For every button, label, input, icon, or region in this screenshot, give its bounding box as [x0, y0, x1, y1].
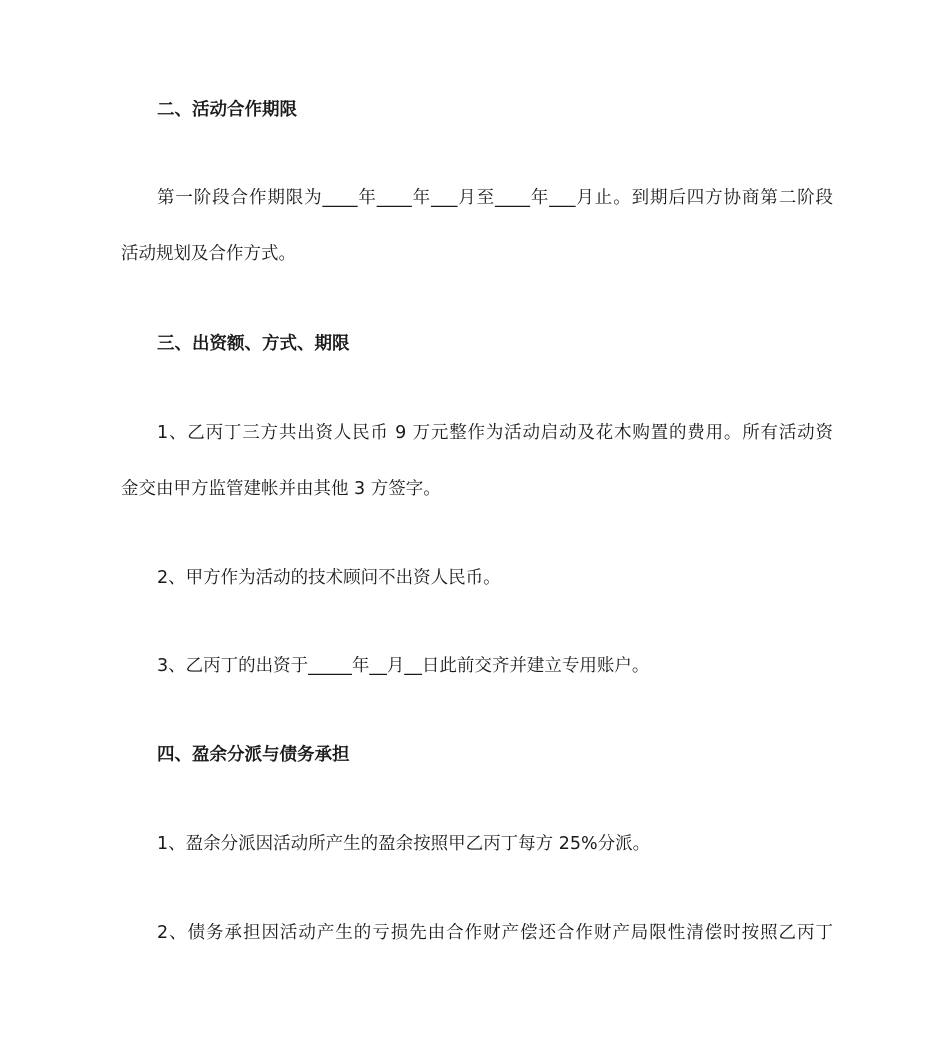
- profit-debt-item-2: 2、债务承担因活动产生的亏损先由合作财产偿还合作财产局限性清偿时按照乙丙丁: [157, 923, 833, 943]
- investment-item-3: 3、乙丙丁的出资于_____年__月__日此前交齐并建立专用账户。: [157, 656, 650, 676]
- section-heading-investment: 三、出资额、方式、期限: [157, 334, 350, 354]
- profit-debt-item-1: 1、盈余分派因活动所产生的盈余按照甲乙丙丁每方 25%分派。: [157, 834, 651, 854]
- investment-item-1-line-1: 1、乙丙丁三方共出资人民币 9 万元整作为活动启动及花木购置的费用。所有活动资: [157, 423, 833, 443]
- investment-item-2: 2、甲方作为活动的技术顾问不出资人民币。: [157, 568, 501, 588]
- paragraph-cooperation-period-line-2: 活动规划及合作方式。: [121, 244, 296, 264]
- investment-item-1-line-2: 金交由甲方监管建帐并由其他 3 方签字。: [121, 479, 441, 499]
- section-heading-cooperation-period: 二、活动合作期限: [157, 100, 297, 120]
- section-heading-profit-debt: 四、盈余分派与债务承担: [157, 745, 350, 765]
- paragraph-cooperation-period-line-1: 第一阶段合作期限为____年____年___月至____年___月止。到期后四方协商第二阶段: [157, 188, 833, 208]
